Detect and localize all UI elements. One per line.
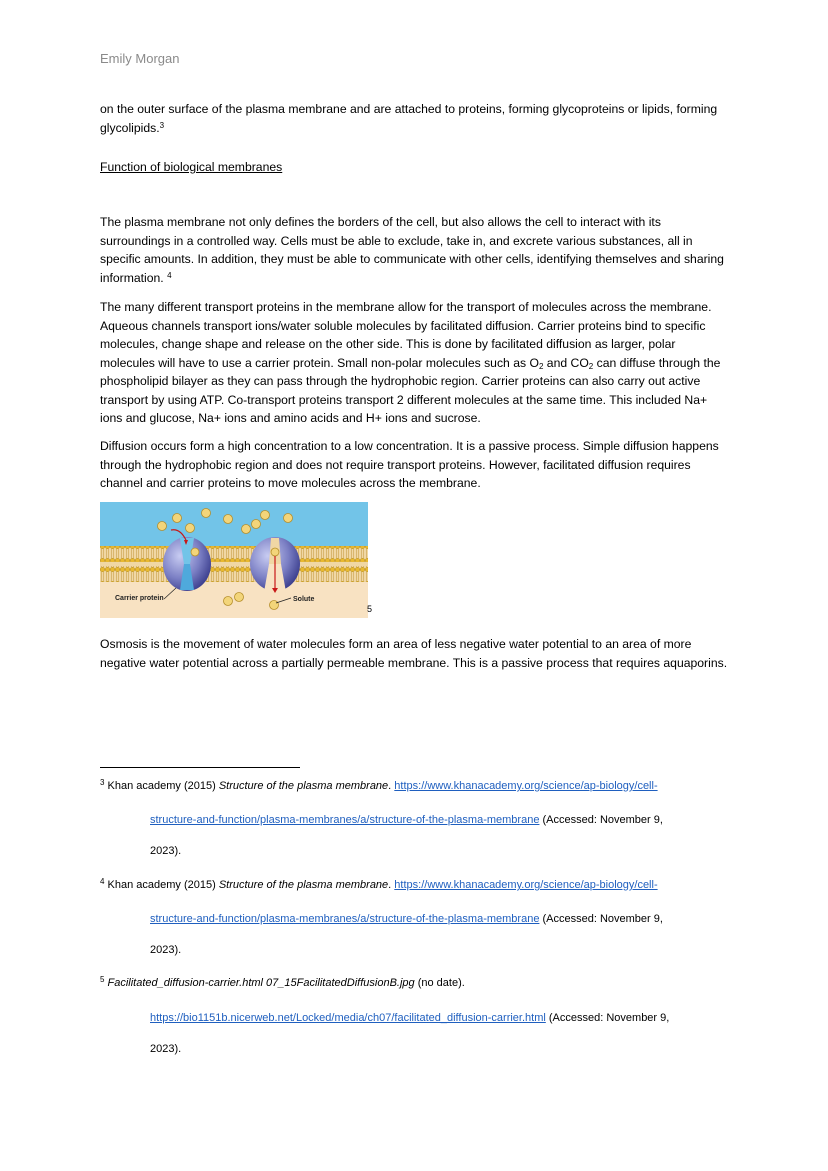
intro-paragraph: [100, 100, 732, 137]
footnote-link[interactable]: https://bio1151b.nicerweb.net/Locked/media/ch07/facilitated_diffusion-carrier.html: [150, 1012, 546, 1024]
footnote-ref-3[interactable]: 3: [159, 120, 165, 130]
footnote-4-year: 2023).: [150, 944, 182, 956]
footnote-5-line1: [100, 976, 465, 990]
footnote-title: Structure of the plasma membrane: [218, 780, 389, 792]
footnote-separator: [100, 767, 300, 768]
footnote-ref-4[interactable]: 4: [167, 270, 172, 280]
figure-footnote-ref-5[interactable]: 5: [367, 604, 373, 614]
footnote-punct: .: [388, 780, 395, 792]
footnote-3-year: 2023).: [150, 845, 182, 857]
paragraph-text: and CO: [543, 355, 589, 370]
footnote-punct: (no date).: [414, 977, 465, 989]
membrane-diagram: [100, 502, 368, 618]
footnote-author: Khan academy (2015): [107, 879, 219, 891]
paragraph-text: can diffuse through the phospholipid bilayer as they can pass through the hydrophobic region. Carrier proteins can also carry out active transport by using ATP. Co-transport proteins transport 2 different molecules at the same time. This included Na+ ions and glucose, Na+ ions and amino acids and H+ ions and sucrose.: [100, 355, 721, 425]
footnote-link[interactable]: https://www.khanacademy.org/science/ap-biology/cell-: [394, 780, 658, 792]
footnote-author: Khan academy (2015): [107, 780, 219, 792]
carrier-protein-label: Carrier protein: [115, 595, 164, 602]
footnote-number: 5: [100, 975, 105, 984]
subscript-2: 2: [538, 361, 544, 371]
subscript-2: 2: [588, 361, 594, 371]
footnote-accessed: (Accessed: November 9,: [539, 814, 663, 826]
footnote-3-line1: [100, 779, 658, 793]
footnote-title: Facilitated_diffusion-carrier.html 07_15FacilitatedDiffusionB.jpg: [107, 977, 415, 989]
footnote-accessed: (Accessed: November 9,: [539, 913, 663, 925]
footnote-number: 4: [100, 877, 105, 886]
footnote-5-line2: [150, 1011, 669, 1025]
footnote-3-line2: [150, 813, 663, 827]
footnote-title: Structure of the plasma membrane: [218, 879, 389, 891]
footnote-punct: .: [388, 879, 395, 891]
paragraph-text: The plasma membrane not only defines the borders of the cell, but also allows the cell to interact with its surroundings in a controlled way. Cells must be able to exclude, take in, and excrete various substances, all in specific amounts. In addition, they must be able to communicate with other cells, identifying themselves and sharing information.: [100, 215, 724, 285]
footnote-accessed: (Accessed: November 9,: [545, 1012, 670, 1024]
page-header-author: Emily Morgan: [100, 51, 180, 66]
footnote-4-line1: [100, 878, 658, 892]
extracellular-region: [100, 502, 368, 546]
footnote-link[interactable]: https://www.khanacademy.org/science/ap-biology/cell-: [394, 879, 658, 891]
paragraph-diffusion: Diffusion occurs form a high concentration to a low concentration. It is a passive process. Simple diffusion happens through the hydrophobic region and does not require transport proteins. However, facilitated diffusion requires channel and carrier proteins to move molecules across the membrane.: [100, 439, 719, 490]
footnote-link[interactable]: structure-and-function/plasma-membranes/a/structure-of-the-plasma-membrane: [150, 814, 540, 826]
paragraph-text: The many different transport proteins in the membrane allow for the transport of molecules across the membrane. Aqueous channels transport ions/water soluble molecules by facilitated diffusion. Carrier proteins bind to specific molecules, change shape and release on the other side. This is done by facilitated diffusion as larger, polar molecules will have to use a carrier protein. Small non-polar molecules such as O: [100, 300, 712, 370]
footnote-number: 3: [100, 778, 105, 787]
footnote-4-line2: [150, 912, 663, 926]
section-heading: Function of biological membranes: [100, 160, 283, 174]
footnote-5-year: 2023).: [150, 1043, 182, 1055]
intro-text: on the outer surface of the plasma membrane and are attached to proteins, forming glycoproteins or lipids, forming glycolipids.: [100, 102, 718, 135]
facilitated-diffusion-figure: [100, 502, 368, 618]
paragraph-osmosis: Osmosis is the movement of water molecules form an area of less negative water potential to an area of more negative water potential across a partially permeable membrane. This is a passive process that requires aquaporins.: [100, 637, 728, 670]
footnote-link[interactable]: structure-and-function/plasma-membranes/a/structure-of-the-plasma-membrane: [150, 913, 540, 925]
paragraph-transport-proteins: [100, 298, 732, 428]
paragraph-membrane-function: [100, 213, 732, 287]
lipid-bilayer-inner: [100, 566, 368, 582]
lipid-bilayer-outer: [100, 546, 368, 562]
solute-label: Solute: [293, 596, 315, 603]
